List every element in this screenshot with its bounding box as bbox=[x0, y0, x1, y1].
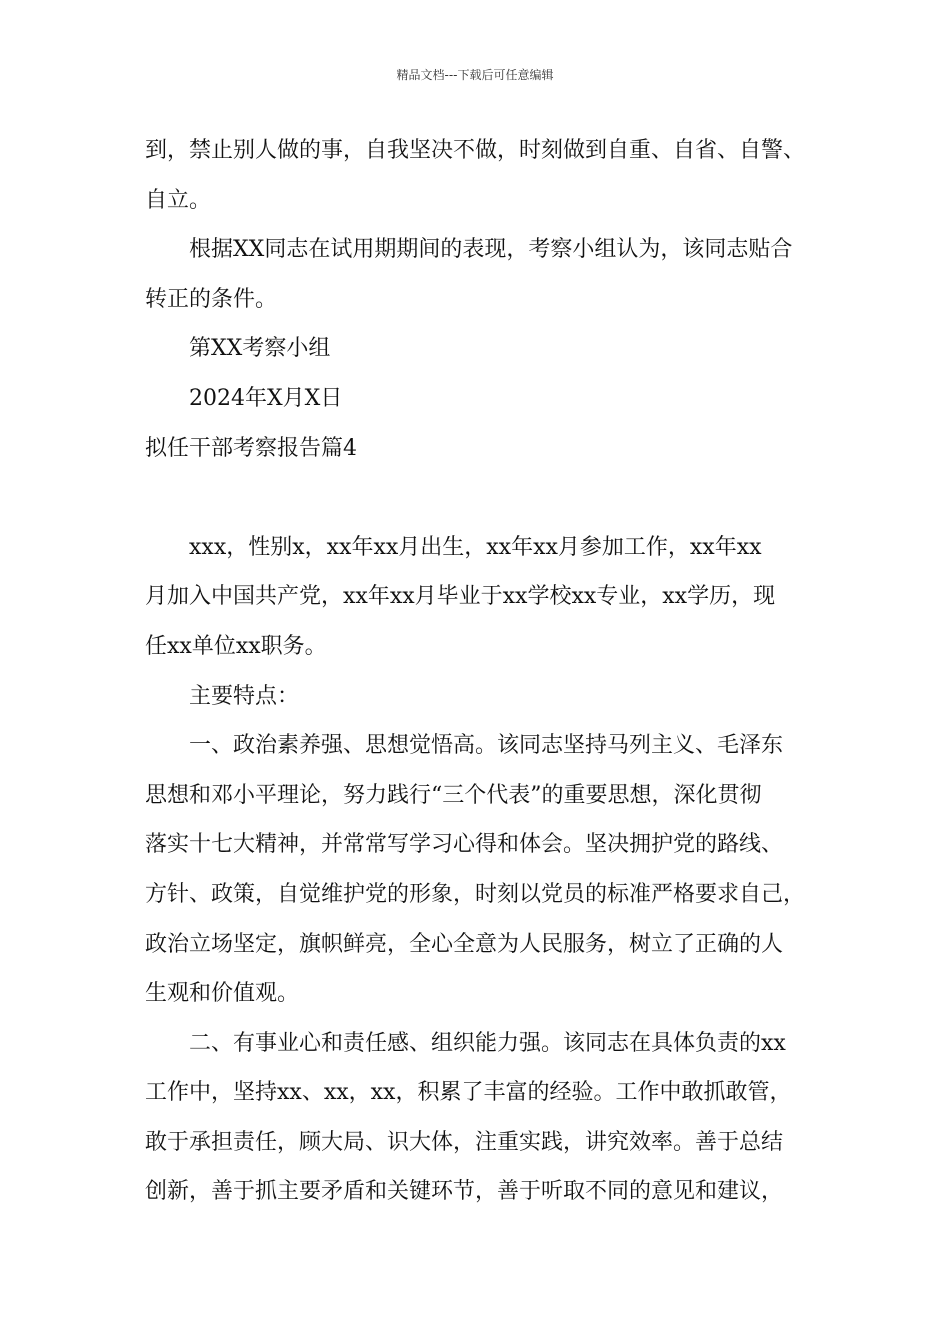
text-line: 二、有事业心和责任感、组织能力强。该同志在具体负责的xx bbox=[189, 1030, 786, 1056]
page-header: 精品文档---下载后可任意编辑 bbox=[396, 68, 554, 82]
document-body bbox=[145, 126, 825, 1217]
text-line: 自立。 bbox=[145, 187, 212, 213]
text-line: 工作中，坚持xx、xx，xx，积累了丰富的经验。工作中敢抓敢管， bbox=[145, 1080, 792, 1106]
text-line: xxx，性别x，xx年xx月出生，xx年xx月参加工作，xx年xx bbox=[189, 534, 762, 560]
text-line: 转正的条件。 bbox=[145, 286, 278, 312]
signature-date: 2024年X月X日 bbox=[189, 385, 343, 411]
text-line: 任xx单位xx职务。 bbox=[145, 633, 327, 659]
text-line: 一、政治素养强、思想觉悟高。该同志坚持马列主义、毛泽东 bbox=[189, 733, 784, 759]
text-line: 方针、政策，自觉维护党的形象，时刻以党员的标准严格要求自己， bbox=[145, 881, 806, 907]
section-title: 拟任干部考察报告篇4 bbox=[145, 435, 357, 461]
text-line: 主要特点： bbox=[189, 683, 300, 709]
signature-group: 第XX考察小组 bbox=[189, 336, 331, 362]
text-line: 到，禁止别人做的事，自我坚决不做，时刻做到自重、自省、自警、 bbox=[145, 138, 806, 163]
text-line: 敢于承担责任，顾大局、识大体，注重实践，讲究效率。善于总结 bbox=[145, 1129, 784, 1155]
text-line: 政治立场坚定，旗帜鲜亮，全心全意为人民服务，树立了正确的人 bbox=[145, 931, 784, 957]
text-line: 思想和邓小平理论，努力践行“三个代表”的重要思想，深化贯彻 bbox=[145, 782, 762, 808]
text-line: 创新，善于抓主要矛盾和关键环节，善于听取不同的意见和建议， bbox=[145, 1179, 784, 1205]
text-line: 月加入中国共产党，xx年xx月毕业于xx学校xx专业，xx学历，现 bbox=[145, 584, 776, 610]
spacer bbox=[145, 473, 825, 523]
text-line: 落实十七大精神，并常常写学习心得和体会。坚决拥护党的路线、 bbox=[145, 832, 784, 858]
text-line: 根据XX同志在试用期期间的表现，考察小组认为，该同志贴合 bbox=[189, 237, 793, 263]
text-line: 生观和价值观。 bbox=[145, 981, 300, 1007]
